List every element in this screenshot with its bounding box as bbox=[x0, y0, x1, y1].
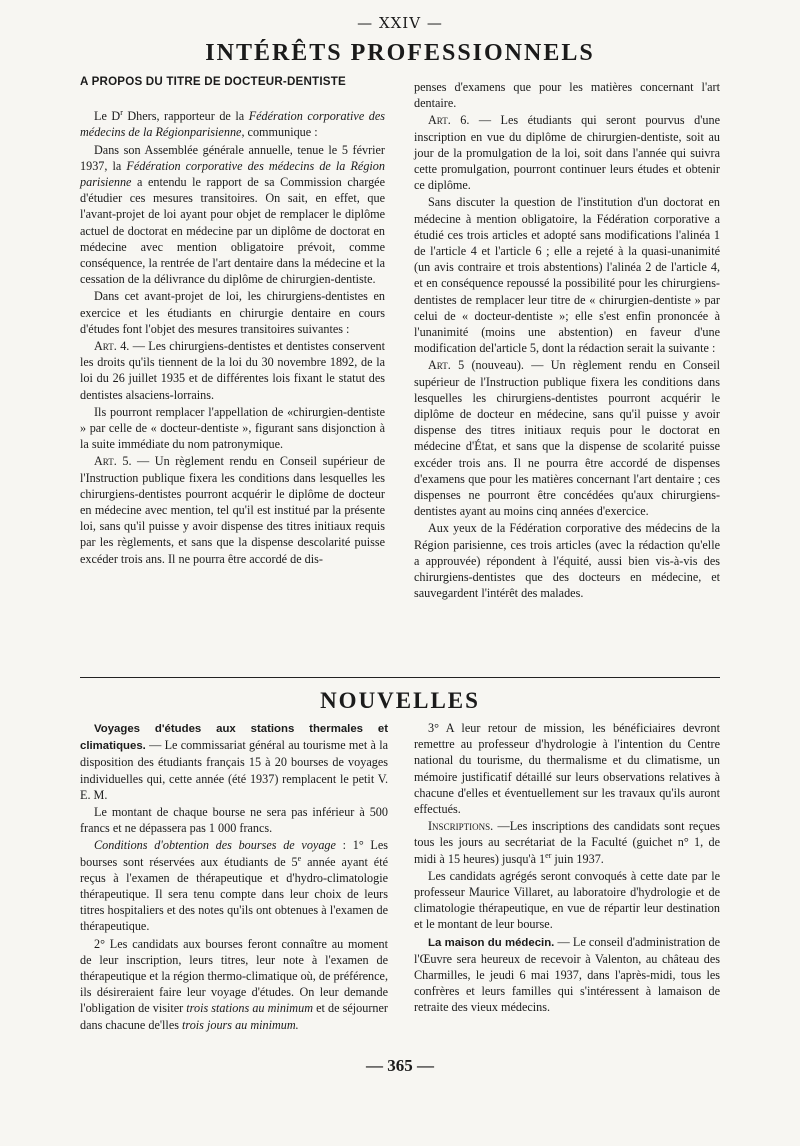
article-paragraph: Aux yeux de la Fédération corporative des médecins de la Région parisienne, ces trois articles (avec la rédaction qu'elle a approuvée) répondent à l'équité, aussi bien vis-à-vis des chirurgiens-dentistes que des docteurs en médecine, et sauvegardent l'intérêt des malades. bbox=[414, 521, 720, 601]
article-4: Art. 4. — Les chirurgiens-dentistes et dentistes conservent les droits qu'ils tiennent de la loi du 30 novembre 1892, de la loi du 26 juillet 1935 et de différentes lois fixant le statut des dentistes alsaciens-lorrains. bbox=[80, 339, 385, 402]
news-item-voyages: Voyages d'études aux stations thermales et climatiques. — Le commissariat général au tourisme met à la disposition des étudiants français 15 à 20 bourses de voyages individuelles qui, cette année (été 1937) remplacent le petit V. E. M. bbox=[80, 723, 388, 802]
article-paragraph: Dans cet avant-projet de loi, les chirurgiens-dentistes en exercice et les étudiants en chirurgie dentaire en cours d'études font l'objet des mesures transitoires suivantes : bbox=[80, 289, 385, 336]
article-paragraph: Ils pourront remplacer l'appellation de «chirurgien-dentiste » par celle de « docteur-dentiste », figurant sans disjonction à la suite immédiate du nom patronymique. bbox=[80, 404, 385, 452]
article-column-left bbox=[80, 74, 385, 567]
article-5: Art. 5. — Un règlement rendu en Conseil supérieur de l'Instruction publique fixera les conditions dans lesquelles les chirurgiens-dentistes pourront acquérir le diplôme de docteur en médecine avec mention, tel qu'il est institué par la présente loi, sans qu'il puisse y avoir dispense des titres initiaux requis par les règlements, et sans que la dispense descolarité puisse excéder trois ans. Il ne pourra être accordé de dis- bbox=[80, 454, 385, 566]
news-paragraph: 2° Les candidats aux bourses feront connaître au moment de leur inscription, leurs titres, leur note à l'examen de thérapeutique et la région thermo-climatique où, de préférence, ils désireraient faire leur voyage d'études. On leur demande l'obligation de visiter trois stations au minimum et de séjourner dans chacune de'lles trois jours au minimum. bbox=[80, 936, 388, 1032]
article-6: Art. 6. — Les étudiants qui seront pourvus d'une inscription en vue du diplôme de chirurgien-dentiste, soit au jour de la promulgation de la loi, soit dans l'année qui suivra cette promulgation, pourront continuer leurs études et obtenir ce diplôme. bbox=[414, 113, 720, 193]
section-title-interets: INTÉRÊTS PROFESSIONNELS bbox=[205, 40, 595, 66]
news-paragraph: Le montant de chaque bourse ne sera pas inférieur à 500 francs et ne dépassera pas 1 000 francs. bbox=[80, 805, 388, 836]
news-item-inscriptions: Inscriptions. —Les inscriptions des candidats sont reçues tous les jours au secrétariat de la Faculté (guichet n° 1, de midi à 15 heures) jusqu'à 1er juin 1937. bbox=[414, 819, 720, 866]
news-column-left bbox=[80, 720, 388, 1033]
article-paragraph: Dans son Assemblée générale annuelle, tenue le 5 février 1937, la Fédération corporative des médecins de la Région parisienne a entendu le rapport de sa Commission chargée d'étudier ces mesures transitoires. On sait, en effet, que l'avant-projet de loi ayant pour objet de remplacer le diplôme actuel de doctorat en médecine par un diplôme de doctorat en médecine avec mention obligatoire prévoit, comme conséquence, la rentrée de l'art dentaire dans la médecine et la cessation de la délivrance du diplôme de chirurgien-dentiste. bbox=[80, 142, 385, 287]
article-heading: A PROPOS DU TITRE DE DOCTEUR-DENTISTE bbox=[80, 75, 346, 88]
section-divider bbox=[80, 677, 720, 678]
article-paragraph: Le $D^r$ Dhers, rapporteur de la Fédération corporative des médecins de la Régionparisienne, communique : bbox=[80, 108, 385, 140]
news-paragraph: Les candidats agrégés seront convoqués à cette date par le professeur Maurice Villaret, au laboratoire d'hydrologie et de climatologie thérapeutique, en vue de répartir leur destination et le montant de leur bourse. bbox=[414, 868, 720, 932]
article-paragraph: penses d'examens que pour les matières concernant l'art dentaire. bbox=[414, 80, 720, 111]
news-paragraph: 3° A leur retour de mission, les bénéficiaires devront remettre au professeur d'hydrologie à l'intention du Centre national du tourisme, du thermalisme et du climatisme, un mémoire justificatif détaillé sur leurs observations relatives à chacune d'elles et éventuellement sur les travaux qu'ils auront effectués. bbox=[414, 721, 720, 817]
section-title-nouvelles: NOUVELLES bbox=[320, 688, 480, 713]
news-item-maison: La maison du médecin. — Le conseil d'administration de l'Œuvre sera heureux de recevoir à Valenton, au château des Charmilles, le jeudi 6 mai 1937, dans l'après-midi, tous les confrères et leurs familles qui s'intéressent à lamaison de retraite des vieux médecins. bbox=[414, 934, 720, 1015]
roman-page-number: — XXIV — bbox=[357, 14, 443, 32]
page-number: — 365 — bbox=[366, 1056, 434, 1075]
news-paragraph: Conditions d'obtention des bourses de voyage : 1° Les bourses sont réservées aux étudiants de 5e année ayant été reçus à l'examen de thérapeutique et d'hydro-climatologie thérapeutique. Il sera tenu compte dans leur choix de leurs titres hospitaliers et des notes qu'ils ont obtenues à l'examen de thérapeutique. bbox=[80, 838, 388, 934]
news-column-right bbox=[414, 720, 720, 1016]
article-paragraph: Sans discuter la question de l'institution d'un doctorat en médecine à mention obligatoire, la Fédération corporative a étudié ces trois articles et adopté sans modifications l'alinéa 1 de l'article 4 et l'article 6 ; elle a rejeté à la quasi-unanimité (un avis contraire et trois abstentions) l'alinéa 2 de l'article 4, et en conséquence repoussé la possibilité pour les chirurgiens-dentistes de remplacer leur titre de « chirurgien-dentiste » par celui de « docteur-dentiste »; elle s'est enfin prononcée à l'unanimité (moins une abstention) en faveur d'une modification del'article 5, dont la rédaction serait la suivante : bbox=[414, 195, 720, 356]
article-column-right bbox=[414, 79, 720, 602]
article-5-nouveau: Art. 5 (nouveau). — Un règlement rendu en Conseil supérieur de l'Instruction publique fixera les conditions dans lesquelles les chirurgiens-dentistes pourront acquérir le diplôme de docteur en médecine, sans qu'il puisse y avoir dispense des titres initiaux requis pour le doctorat en médecine d'État, et sans que la dispense de scolarité puisse excéder trois ans. Il ne pourra être accordé de dispenses d'examens que pour les matières concernant l'art dentaire ; ces dispenses ne pourront être concédées qu'aux chirurgiens-dentistes ayant au moins cinq années d'exercice. bbox=[414, 358, 720, 519]
